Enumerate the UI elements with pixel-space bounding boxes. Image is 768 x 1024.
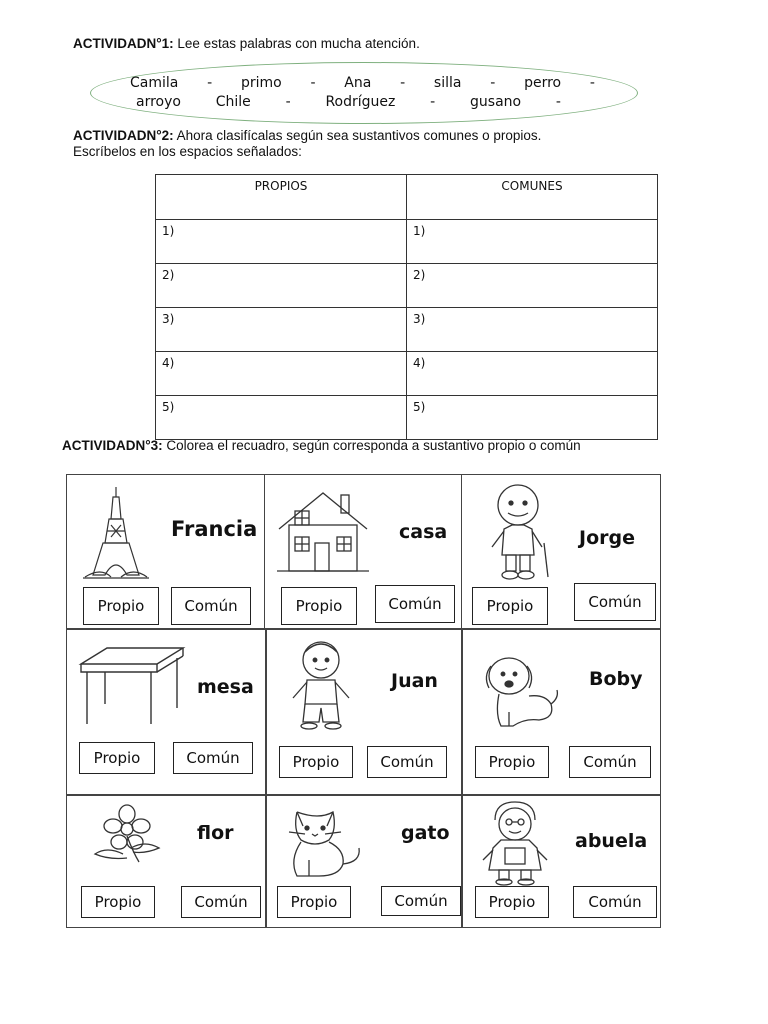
propio-cell[interactable]: 4) [156,352,407,396]
word-line-2 [136,94,561,110]
table-row [156,396,658,440]
card-jorge [461,474,661,629]
activity2-text2: Escríbelos en los espacios señalados: [73,144,302,159]
comun-button[interactable]: Común [367,746,447,778]
card-word: Juan [391,670,438,692]
comun-button[interactable]: Común [171,587,251,625]
word: perro [524,75,562,91]
propio-button[interactable]: Propio [83,587,159,625]
propio-cell[interactable]: 5) [156,396,407,440]
activity3-instruction [62,438,581,454]
table-row [156,308,658,352]
propio-button[interactable]: Propio [475,886,549,918]
header-comunes: COMUNES [407,175,658,220]
card-word: Francia [171,517,258,541]
card-boby [462,629,661,795]
comun-cell[interactable]: 3) [407,308,658,352]
card-flor [66,795,266,928]
comun-button[interactable]: Común [181,886,261,918]
activity2-text: Ahora clasifícalas según sea sustantivos comunes o propios. [173,128,542,143]
word-separator: - [490,75,496,91]
propio-cell[interactable]: 3) [156,308,407,352]
word-separator: - [400,75,406,91]
comun-cell[interactable]: 5) [407,396,658,440]
card-mesa [66,629,266,795]
comun-button[interactable]: Común [381,886,461,916]
dog-icon [479,654,561,730]
word-line-1 [130,75,595,91]
grandfather-icon [482,481,554,581]
header-propios: PROPIOS [156,175,407,220]
grandmother-icon [479,800,553,886]
word-separator: - [285,94,291,110]
card-word: flor [197,822,234,844]
card-word: mesa [197,676,254,698]
card-casa [264,474,462,629]
classification-table [155,174,658,440]
word-separator: - [589,75,595,91]
table-header-row [156,175,658,220]
card-word: casa [399,521,448,543]
activity3-label: ACTIVIDADN°3: [62,438,163,453]
word-separator: - [555,94,561,110]
comun-button[interactable]: Común [573,886,657,918]
word: silla [433,75,462,91]
word-separator: - [310,75,316,91]
word: primo [240,75,282,91]
activity3-text: Colorea el recuadro, según corresponda a sustantivo propio o común [162,438,581,453]
word: Ana [344,75,372,91]
table-icon [77,642,187,726]
card-word: Jorge [579,527,635,549]
propio-button[interactable]: Propio [281,587,357,625]
card-abuela [462,795,661,928]
activity1-text: Lee estas palabras con mucha atención. [173,36,420,51]
activity1-instruction [73,36,420,52]
table-row [156,352,658,396]
card-word: Boby [589,668,643,690]
card-gato [266,795,462,928]
comun-button[interactable]: Común [574,583,656,621]
propio-button[interactable]: Propio [475,746,549,778]
word: gusano [470,94,522,110]
propio-button[interactable]: Propio [79,742,155,774]
activity1-label: ACTIVIDADN°1: [73,36,174,51]
card-word: gato [401,822,450,844]
eiffel-tower-icon [81,485,151,581]
cat-icon [279,804,365,882]
word-separator: - [430,94,436,110]
activity2-instruction [73,128,541,160]
boy-icon [287,638,357,730]
comun-button[interactable]: Común [375,585,455,623]
comun-cell[interactable]: 2) [407,264,658,308]
comun-button[interactable]: Común [173,742,253,774]
propio-button[interactable]: Propio [277,886,351,918]
table-row [156,264,658,308]
comun-cell[interactable]: 1) [407,220,658,264]
flower-icon [93,804,183,866]
table-row [156,220,658,264]
activity2-label: ACTIVIDADN°2: [73,128,174,143]
card-juan [266,629,462,795]
word-separator: - [207,75,213,91]
comun-button[interactable]: Común [569,746,651,778]
word: Camila [130,75,179,91]
comun-cell[interactable]: 4) [407,352,658,396]
propio-cell[interactable]: 2) [156,264,407,308]
propio-cell[interactable]: 1) [156,220,407,264]
card-word: abuela [575,830,648,852]
propio-button[interactable]: Propio [279,746,353,778]
house-icon [275,489,371,575]
card-francia [66,474,265,629]
words-oval [90,62,638,124]
word: Rodríguez [325,94,396,110]
propio-button[interactable]: Propio [81,886,155,918]
word: Chile [215,94,251,110]
propio-button[interactable]: Propio [472,587,548,625]
word: arroyo [136,94,181,110]
